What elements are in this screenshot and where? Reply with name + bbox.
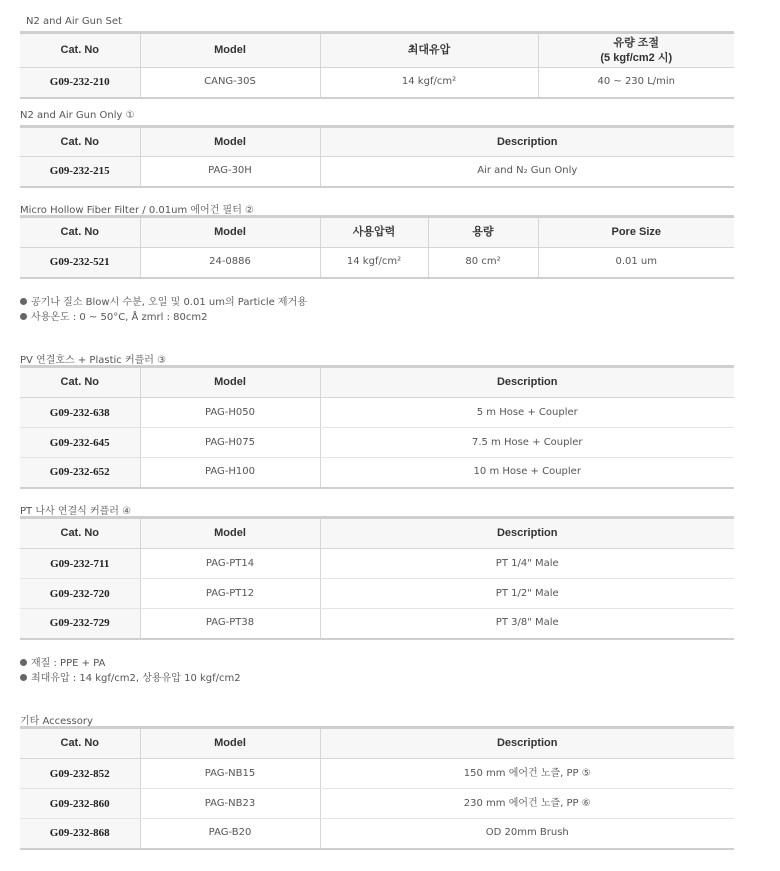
col-model: Model: [140, 367, 320, 398]
table-header-row: [20, 367, 734, 398]
table-row: [20, 549, 734, 579]
cat-no-cell: G09-232-215: [20, 157, 140, 187]
pt-coupler-table: [20, 516, 734, 640]
description-cell: OD 20mm Brush: [485, 827, 569, 839]
cat-no-cell: G09-232-868: [20, 819, 140, 849]
table-header-row: [20, 518, 734, 549]
col-description: Description: [320, 127, 734, 157]
note-text: 사용온도 : 0 ~ 50°C, Å zmrl : 80cm2: [31, 312, 208, 323]
table-row: [20, 819, 734, 849]
col-model: Model: [140, 127, 320, 157]
capacity-cell: 80 cm²: [428, 248, 538, 278]
section-title-gun-only: N2 and Air Gun Only ①: [20, 110, 135, 121]
cat-no-cell: G09-232-729: [20, 609, 140, 639]
description-cell: 5 m Hose + Coupler: [320, 398, 734, 428]
col-model: Model: [140, 728, 320, 759]
bullet-icon: [20, 659, 27, 666]
table-row: [20, 609, 734, 639]
col-description: Description: [320, 728, 734, 759]
cat-no-cell: G09-232-852: [20, 759, 140, 789]
model-cell: PAG-PT14: [140, 549, 320, 579]
table-row: [20, 157, 734, 187]
section-title-hose: PV 연결호스 + Plastic 커플러 ③: [20, 355, 167, 366]
section-title-filter: Micro Hollow Fiber Filter / 0.01um 에어건 필터 ②: [20, 205, 254, 216]
col-pore-size: Pore Size: [538, 217, 734, 248]
gun-set-table: [20, 31, 734, 99]
filter-notes: [20, 295, 307, 325]
col-cat-no: Cat. No: [20, 127, 140, 157]
model-cell: PAG-B20: [140, 819, 320, 849]
table-row: [20, 68, 734, 98]
table-header-row: [20, 728, 734, 759]
cat-no-cell: G09-232-645: [20, 428, 140, 458]
model-cell: CANG-30S: [140, 68, 320, 98]
col-cat-no: Cat. No: [20, 518, 140, 549]
flow-cell: 40 ~ 230 L/min: [597, 76, 676, 88]
table-row: [20, 759, 734, 789]
note-item: [20, 295, 307, 310]
pore-size-cell: 0.01 um: [615, 256, 658, 268]
section-title-accessory: 기타 Accessory: [20, 716, 93, 727]
model-cell: PAG-NB23: [140, 789, 320, 819]
col-capacity: 용량: [428, 217, 538, 248]
note-item: [20, 656, 241, 671]
cat-no-cell: G09-232-711: [20, 549, 140, 579]
hose-table: [20, 365, 734, 489]
description-cell: 10 m Hose + Coupler: [473, 466, 581, 478]
table-row: [20, 458, 734, 488]
table-header-row: [20, 33, 734, 68]
model-cell: PAG-H100: [140, 458, 320, 488]
bullet-icon: [20, 313, 27, 320]
table-row: [20, 789, 734, 819]
col-working-pressure: 사용압력: [320, 217, 428, 248]
cat-no-cell: G09-232-720: [20, 579, 140, 609]
col-flow-control: 유량 조절 (5 kgf/cm2 시): [538, 33, 734, 68]
col-max-pressure: 최대유압: [320, 33, 538, 68]
table-row: [20, 579, 734, 609]
cat-no-cell: G09-232-210: [20, 68, 140, 98]
section-title-gun-set: N2 and Air Gun Set: [26, 16, 122, 27]
table-row: [20, 428, 734, 458]
col-description: Description: [320, 518, 734, 549]
col-cat-no: Cat. No: [20, 217, 140, 248]
model-cell: 24-0886: [140, 248, 320, 278]
model-cell: PAG-30H: [140, 157, 320, 187]
description-cell: PT 1/4" Male: [320, 549, 734, 579]
cat-no-cell: G09-232-860: [20, 789, 140, 819]
note-text: 최대유압 : 14 kgf/cm2, 상용유압 10 kgf/cm2: [31, 673, 241, 684]
col-description: Description: [320, 367, 734, 398]
filter-table: [20, 215, 734, 279]
cat-no-cell: G09-232-652: [20, 458, 140, 488]
bullet-icon: [20, 674, 27, 681]
working-pressure-cell: 14 kgf/cm²: [320, 248, 428, 278]
model-cell: PAG-PT38: [140, 609, 320, 639]
table-row: [20, 248, 734, 278]
accessory-table: [20, 726, 734, 850]
description-cell: 150 mm 에어건 노즐, PP ⑤: [320, 759, 734, 789]
note-item: [20, 671, 241, 686]
gun-only-table: [20, 125, 734, 188]
bullet-icon: [20, 298, 27, 305]
table-row: [20, 398, 734, 428]
cat-no-cell: G09-232-638: [20, 398, 140, 428]
col-cat-no: Cat. No: [20, 33, 140, 68]
model-cell: PAG-H050: [140, 398, 320, 428]
col-model: Model: [140, 33, 320, 68]
col-cat-no: Cat. No: [20, 367, 140, 398]
note-text: 공기나 질소 Blow시 수분, 오일 및 0.01 um의 Particle 제거용: [31, 297, 307, 308]
coupler-notes: [20, 656, 241, 686]
table-header-row: [20, 127, 734, 157]
model-cell: PAG-H075: [140, 428, 320, 458]
note-item: [20, 310, 307, 325]
description-cell: Air and N₂ Gun Only: [477, 165, 578, 177]
model-cell: PAG-NB15: [140, 759, 320, 789]
col-model: Model: [140, 217, 320, 248]
section-title-pt-coupler: PT 나사 연결식 커플러 ④: [20, 506, 132, 517]
col-cat-no: Cat. No: [20, 728, 140, 759]
note-text: 재질 : PPE + PA: [31, 658, 106, 669]
table-header-row: [20, 217, 734, 248]
description-cell: PT 3/8" Male: [495, 617, 559, 629]
model-cell: PAG-PT12: [140, 579, 320, 609]
col-model: Model: [140, 518, 320, 549]
cat-no-cell: G09-232-521: [20, 248, 140, 278]
description-cell: 7.5 m Hose + Coupler: [320, 428, 734, 458]
description-cell: 230 mm 에어건 노즐, PP ⑥: [320, 789, 734, 819]
description-cell: PT 1/2" Male: [320, 579, 734, 609]
max-pressure-cell: 14 kgf/cm²: [320, 68, 538, 98]
